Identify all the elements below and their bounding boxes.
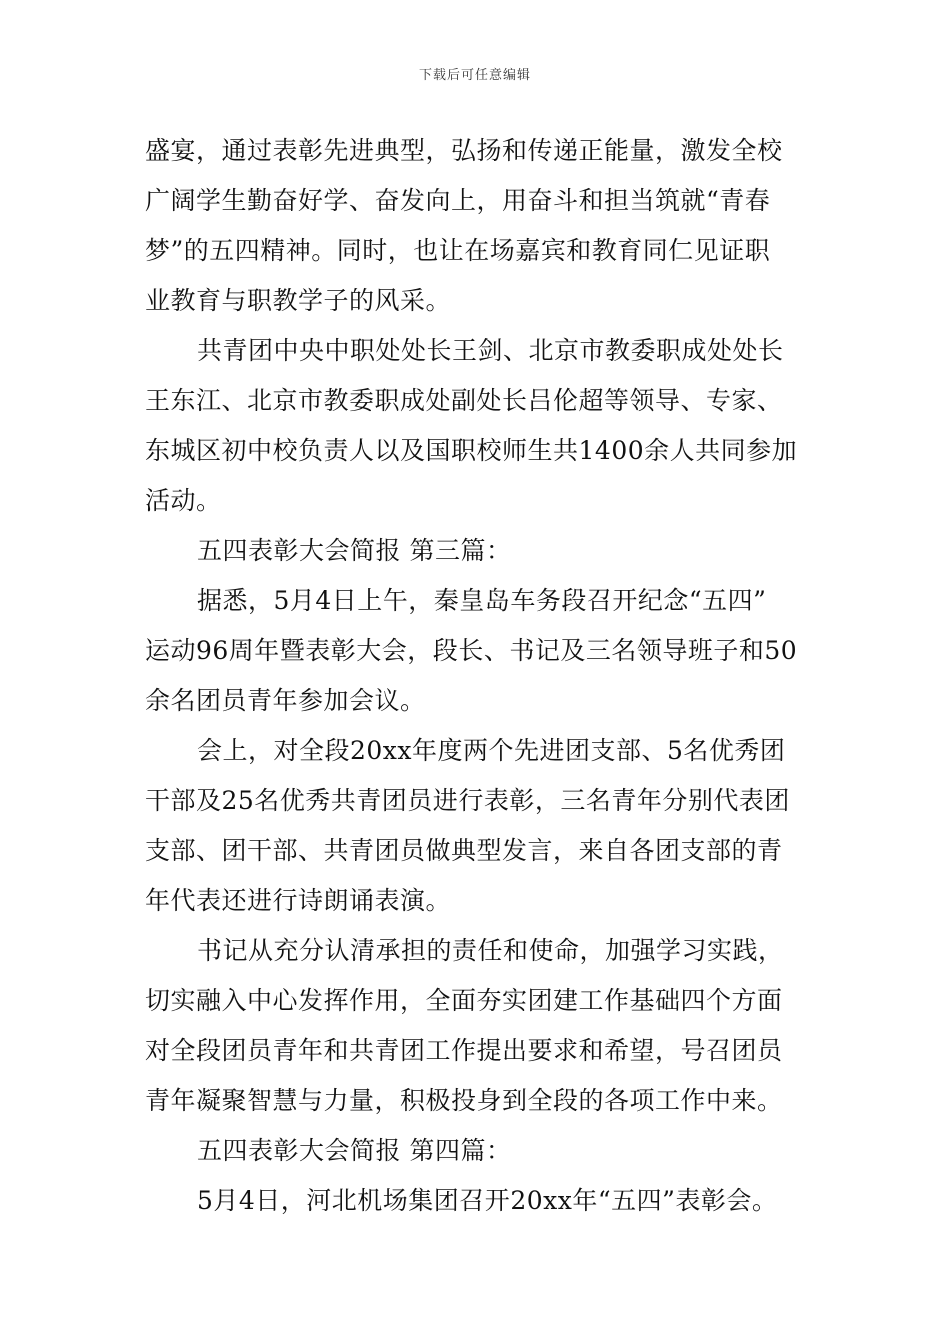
- text-line: 干部及25名优秀共青团员进行表彰，三名青年分别代表团: [145, 786, 790, 815]
- document-body: [145, 126, 825, 1226]
- text-line: 余名团员青年参加会议。: [145, 686, 426, 715]
- paragraph-start-line: 会上，对全段20xx年度两个先进团支部、5名优秀团: [197, 736, 786, 765]
- text-line: 业教育与职教学子的风采。: [145, 286, 452, 315]
- text-line: 王东江、北京市教委职成处副处长吕伦超等领导、专家、: [145, 386, 783, 415]
- page-header-note: 下载后可任意编辑: [418, 68, 531, 83]
- text-line: 广阔学生勤奋好学、奋发向上，用奋斗和担当筑就“青春: [145, 186, 771, 215]
- paragraph-start-line: 共青团中央中职处处长王剑、北京市教委职成处处长: [197, 336, 784, 365]
- text-line: 梦”的五四精神。同时，也让在场嘉宾和教育同仁见证职: [145, 236, 771, 265]
- section-heading: 五四表彰大会简报 第三篇：: [197, 536, 512, 565]
- text-line: 盛宴，通过表彰先进典型，弘扬和传递正能量，激发全校: [145, 136, 783, 165]
- text-line: 活动。: [145, 486, 222, 515]
- text-line: 东城区初中校负责人以及国职校师生共1400余人共同参加: [145, 436, 798, 465]
- text-line: 年代表还进行诗朗诵表演。: [145, 886, 452, 915]
- paragraph-start-line: 5月4日，河北机场集团召开20xx年“五四”表彰会。: [197, 1186, 778, 1215]
- text-line: 切实融入中心发挥作用，全面夯实团建工作基础四个方面: [145, 986, 783, 1015]
- text-line: 运动96周年暨表彰大会，段长、书记及三名领导班子和50: [145, 636, 798, 665]
- section-heading: 五四表彰大会简报 第四篇：: [197, 1136, 512, 1165]
- text-line: 对全段团员青年和共青团工作提出要求和希望，号召团员: [145, 1036, 783, 1065]
- paragraph-start-line: 书记从充分认清承担的责任和使命，加强学习实践，: [197, 936, 784, 965]
- paragraph-start-line: 据悉，5月4日上午，秦皇岛车务段召开纪念“五四”: [197, 586, 767, 615]
- text-line: 支部、团干部、共青团员做典型发言，来自各团支部的青: [145, 836, 783, 865]
- text-line: 青年凝聚智慧与力量，积极投身到全段的各项工作中来。: [145, 1086, 783, 1115]
